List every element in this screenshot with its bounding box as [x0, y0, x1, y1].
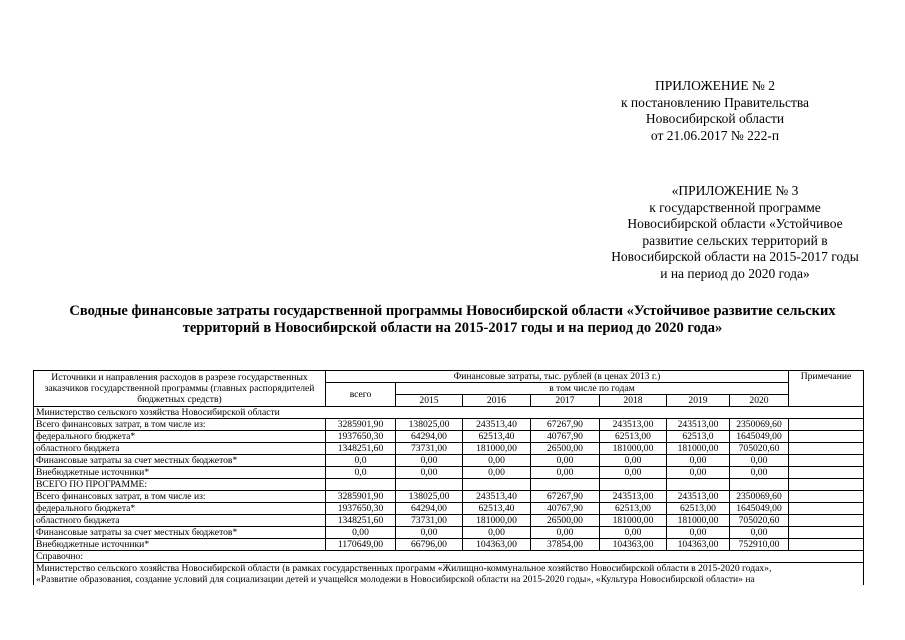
reference-label: Справочно:: [34, 551, 864, 563]
cell-total: 0,00: [326, 527, 396, 539]
rows-ministry: [34, 419, 864, 479]
cell-year-value: 181000,00: [600, 443, 667, 455]
cell-label: федерального бюджета*: [34, 503, 326, 515]
appendix-3-line: к государственной программе: [649, 199, 821, 215]
cell-year-value: 73731,00: [396, 515, 463, 527]
cell-label: Всего финансовых затрат, в том числе из:: [34, 491, 326, 503]
cell-year-value: 1645049,00: [730, 503, 789, 515]
appendix-2-line: ПРИЛОЖЕНИЕ № 2: [654, 78, 776, 93]
cell-year-value: 138025,00: [396, 491, 463, 503]
cell-year-value: 66796,00: [396, 539, 463, 551]
appendix-2-line: к постановлению Правительства: [620, 94, 810, 110]
appendix-3-line: развитие сельских территорий в: [642, 232, 828, 248]
cell-label: Финансовые затраты за счет местных бюджетов*: [34, 455, 326, 467]
appendix-3-line: и на период до 2020 года»: [660, 265, 810, 281]
cell-note: [789, 455, 864, 467]
section-row: [34, 479, 864, 491]
cell-total: 1348251,60: [326, 443, 396, 455]
cell-year-value: 243513,00: [667, 491, 730, 503]
header-total: всего: [326, 383, 396, 407]
cell-year-value: 243513,00: [667, 419, 730, 431]
cell-year-value: 138025,00: [396, 419, 463, 431]
cell-year-value: 104363,00: [463, 539, 531, 551]
table-header-row: [34, 371, 864, 383]
cell-label: Всего финансовых затрат, в том числе из:: [34, 419, 326, 431]
cell-total: 0,0: [326, 467, 396, 479]
footnote-text: [34, 563, 864, 586]
cell-year-value: 0,00: [531, 467, 600, 479]
cell-note: [789, 527, 864, 539]
cell-year-value: 0,00: [531, 527, 600, 539]
cell-year-value: 0,00: [600, 455, 667, 467]
header-financial: Финансовые затраты, тыс. рублей (в ценах 2013 г.): [326, 371, 789, 383]
section-row: [34, 407, 864, 419]
appendix-3-line: Новосибирской области на 2015-2017 годы: [611, 249, 859, 264]
cell-label: федерального бюджета*: [34, 431, 326, 443]
cell-note: [789, 431, 864, 443]
cell-year-value: 0,00: [730, 527, 789, 539]
cell-year-value: 181000,00: [667, 443, 730, 455]
cell-year-value: 243513,40: [463, 419, 531, 431]
header-note: Примечание: [789, 371, 864, 407]
cell-year-value: 752910,00: [730, 539, 789, 551]
cell-year-value: 705020,60: [730, 515, 789, 527]
table-row: [34, 491, 864, 503]
cell-label: областного бюджета: [34, 443, 326, 455]
header-year: 2016: [463, 395, 531, 407]
section-ministry: Министерство сельского хозяйства Новосибирской области: [34, 407, 864, 419]
cell-year-value: 62513,0: [667, 431, 730, 443]
cell-year-value: 104363,00: [600, 539, 667, 551]
cell-label: Финансовые затраты за счет местных бюджетов*: [34, 527, 326, 539]
cell-year-value: 0,00: [531, 455, 600, 467]
table-row: [34, 527, 864, 539]
table-row: [34, 443, 864, 455]
header-year: 2015: [396, 395, 463, 407]
cell-year-value: 243513,40: [463, 491, 531, 503]
cell-total: 3285901,90: [326, 419, 396, 431]
cell-year-value: 62513,00: [600, 431, 667, 443]
cell-total: 1937650,30: [326, 431, 396, 443]
cell-year-value: 0,00: [667, 527, 730, 539]
cell-year-value: 181000,00: [463, 443, 531, 455]
cell-label: Внебюджетные источники*: [34, 539, 326, 551]
cell-year-value: 40767,90: [531, 503, 600, 515]
document-title-line: Сводные финансовые затраты государственной программы Новосибирской области «Устойчивое развитие сельских: [69, 303, 836, 319]
cell-year-value: 0,00: [463, 467, 531, 479]
header-by-years: в том числе по годам: [396, 383, 789, 395]
cell-year-value: 64294,00: [396, 503, 463, 515]
footnote-row: [34, 563, 864, 586]
cell-year-value: 62513,40: [463, 503, 531, 515]
cell-label: Внебюджетные источники*: [34, 467, 326, 479]
cell-year-value: 40767,90: [531, 431, 600, 443]
cell-year-value: 104363,00: [667, 539, 730, 551]
cell-year-value: 62513,00: [600, 503, 667, 515]
appendix-3-line: «ПРИЛОЖЕНИЕ № 3: [671, 183, 799, 198]
cell-year-value: 62513,40: [463, 431, 531, 443]
cell-year-value: 62513,00: [667, 503, 730, 515]
cell-year-value: 73731,00: [396, 443, 463, 455]
header-sources: Источники и направления расходов в разрезе государственных заказчиков государственной программы (главных распорядителей бюджетных средств): [34, 371, 326, 407]
appendix-2-header: [585, 78, 845, 144]
reference-row: [34, 551, 864, 563]
appendix-3-line: Новосибирской области «Устойчивое: [627, 216, 843, 231]
header-year: 2019: [667, 395, 730, 407]
cell-year-value: 67267,90: [531, 419, 600, 431]
appendix-2-line: от 21.06.2017 № 222-п: [650, 127, 780, 143]
table-row: [34, 419, 864, 431]
cell-year-value: 0,00: [396, 455, 463, 467]
document-title: [20, 303, 885, 337]
cell-year-value: 26500,00: [531, 515, 600, 527]
table-row: [34, 431, 864, 443]
cell-year-value: 2350069,60: [730, 491, 789, 503]
cell-year-value: 26500,00: [531, 443, 600, 455]
cell-note: [789, 419, 864, 431]
cell-total: 0,0: [326, 455, 396, 467]
cell-year-value: 243513,00: [600, 419, 667, 431]
appendix-2-line: Новосибирской области: [645, 111, 785, 126]
footnote-line: «Развитие образования, создание условий для социализации детей и учащейся молодежи в Новосибирской области на 2015-2020 годы», «Культура Новосибирской области» на: [36, 574, 755, 585]
appendix-3-header: [585, 183, 885, 282]
cell-year-value: 0,00: [396, 467, 463, 479]
cell-year-value: 1645049,00: [730, 431, 789, 443]
cell-note: [789, 503, 864, 515]
section-program-total: ВСЕГО ПО ПРОГРАММЕ:: [34, 479, 326, 491]
table-row: [34, 467, 864, 479]
table-row: [34, 455, 864, 467]
cell-year-value: 0,00: [667, 467, 730, 479]
table-row: [34, 515, 864, 527]
cell-year-value: 0,00: [730, 455, 789, 467]
table-row: [34, 503, 864, 515]
cell-year-value: 0,00: [730, 467, 789, 479]
cell-year-value: 181000,00: [600, 515, 667, 527]
header-year: 2017: [531, 395, 600, 407]
cell-year-value: 0,00: [600, 527, 667, 539]
cell-label: областного бюджета: [34, 515, 326, 527]
rows-program-total: [34, 491, 864, 551]
cell-year-value: 705020,60: [730, 443, 789, 455]
cell-year-value: 243513,00: [600, 491, 667, 503]
cell-total: 1937650,30: [326, 503, 396, 515]
table-row: [34, 539, 864, 551]
cell-note: [789, 467, 864, 479]
financial-costs-table: [33, 370, 864, 585]
cell-note: [789, 491, 864, 503]
footnote-line: Министерство сельского хозяйства Новосибирской области (в рамках государственных программ «Жилищно-коммунальное хозяйство Новосибирской области в 2015-2020 годах»,: [36, 563, 772, 574]
header-year: 2020: [730, 395, 789, 407]
cell-year-value: 0,00: [463, 527, 531, 539]
cell-note: [789, 515, 864, 527]
cell-year-value: 0,00: [667, 455, 730, 467]
cell-year-value: 181000,00: [667, 515, 730, 527]
cell-total: 1170649,00: [326, 539, 396, 551]
cell-year-value: 0,00: [396, 527, 463, 539]
cell-total: 1348251,60: [326, 515, 396, 527]
cell-note: [789, 539, 864, 551]
cell-year-value: 64294,00: [396, 431, 463, 443]
cell-year-value: 37854,00: [531, 539, 600, 551]
cell-note: [789, 443, 864, 455]
cell-year-value: 0,00: [463, 455, 531, 467]
cell-year-value: 2350069,60: [730, 419, 789, 431]
cell-year-value: 67267,90: [531, 491, 600, 503]
cell-year-value: 0,00: [600, 467, 667, 479]
document-title-line: территорий в Новосибирской области на 2015-2017 годы и на период до 2020 года»: [182, 320, 723, 336]
cell-year-value: 181000,00: [463, 515, 531, 527]
cell-total: 3285901,90: [326, 491, 396, 503]
header-year: 2018: [600, 395, 667, 407]
